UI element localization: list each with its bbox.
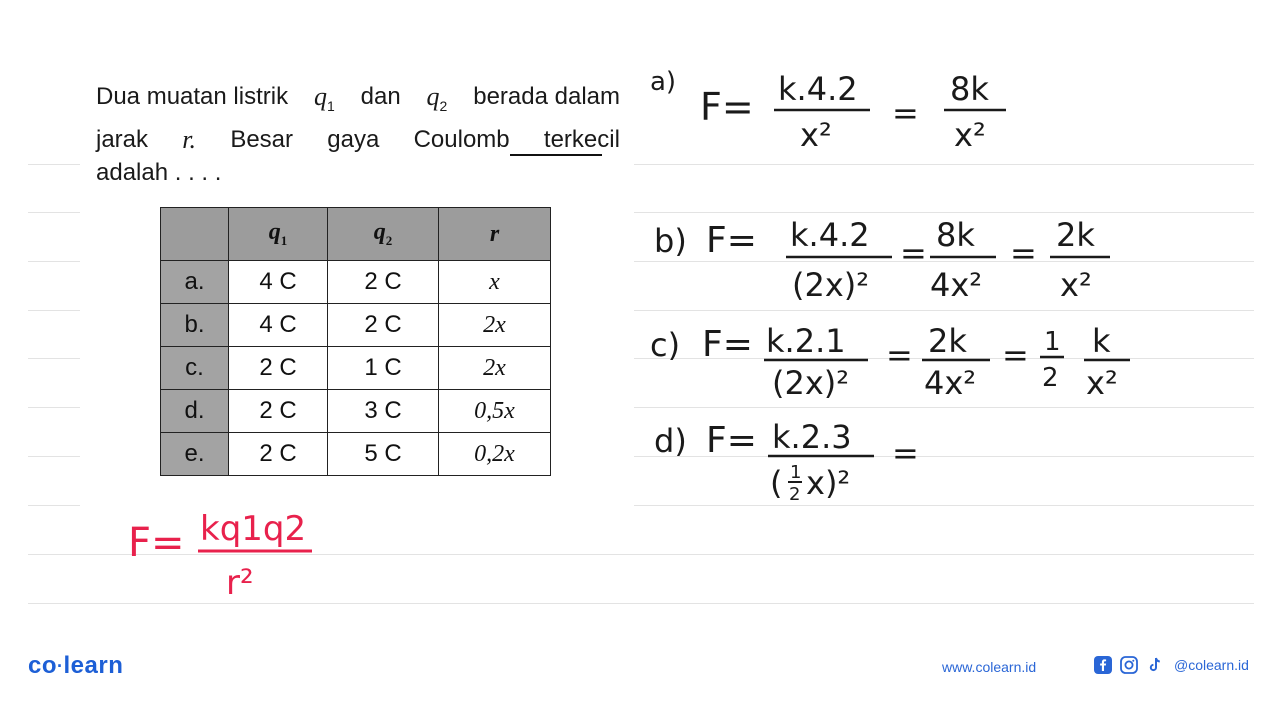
step-lhs: F= [700, 85, 754, 129]
step-label: d) [654, 422, 687, 460]
equals-sign: = [892, 434, 919, 472]
fraction-numerator: k.4.2 [790, 216, 870, 254]
step-label: a) [650, 67, 677, 97]
problem-text: Dua muatan listrik [96, 83, 289, 110]
keyword-terkecil: terkecil [543, 125, 620, 153]
solution-d [654, 418, 919, 505]
fraction-denominator: (2x)² [792, 266, 870, 304]
option-label: c. [161, 347, 229, 390]
option-label: b. [161, 304, 229, 347]
half-numerator: 1 [790, 462, 802, 483]
facebook-icon[interactable] [1094, 656, 1112, 674]
problem-text: Besar [230, 125, 294, 153]
equals-sign: = [1002, 336, 1029, 374]
fraction-denominator: x² [1086, 364, 1118, 402]
equals-sign: = [900, 234, 927, 272]
problem-text: adalah . . . . [96, 158, 222, 186]
solution-c [650, 322, 1130, 402]
cell-r: 2x [439, 304, 551, 347]
option-label: e. [161, 433, 229, 476]
cell-q1: 2 C [229, 433, 328, 476]
fraction-numerator: k.2.3 [772, 418, 852, 456]
cell-q2: 1 C [328, 347, 439, 390]
fraction-denominator: 4x² [924, 364, 977, 402]
option-label: d. [161, 390, 229, 433]
problem-text: Coulomb [413, 125, 510, 153]
denominator-close: x)² [806, 464, 851, 502]
cell-q2: 5 C [328, 433, 439, 476]
equals-sign: = [1010, 234, 1037, 272]
cell-q1: 2 C [229, 390, 328, 433]
step-label: b) [654, 222, 687, 260]
cell-r: 0,5x [439, 390, 551, 433]
formula-numerator: kq1q2 [200, 509, 307, 549]
header-r: r [439, 208, 551, 261]
social-links [1094, 656, 1249, 674]
q1-symbol: $q_1$ [313, 82, 335, 114]
cell-r: 2x [439, 347, 551, 390]
instagram-icon[interactable] [1120, 656, 1138, 674]
solution-b [654, 216, 1110, 304]
problem-text: jarak [96, 125, 149, 153]
step-lhs: F= [702, 324, 753, 365]
problem-text: gaya [327, 125, 380, 153]
fraction-denominator: x² [954, 116, 986, 154]
coefficient-numerator: 1 [1044, 327, 1061, 357]
cell-r: x [439, 261, 551, 304]
header-q2: $q_2$ [328, 208, 439, 261]
equals-sign: = [886, 336, 913, 374]
brand-logo: co·learn [28, 652, 124, 679]
cell-q1: 4 C [229, 261, 328, 304]
formula-denominator: r² [226, 563, 254, 603]
fraction-denominator: x² [1060, 266, 1092, 304]
fraction-numerator: k.4.2 [778, 70, 858, 108]
solution-a [650, 67, 1006, 154]
formula-lhs: F= [128, 520, 185, 566]
cell-r: 0,2x [439, 433, 551, 476]
cell-q2: 3 C [328, 390, 439, 433]
r-symbol: r. [182, 124, 197, 154]
step-lhs: F= [706, 420, 757, 461]
tiktok-icon[interactable] [1146, 656, 1164, 674]
step-lhs: F= [706, 220, 757, 261]
coefficient-denominator: 2 [1042, 363, 1059, 393]
fraction-denominator: x² [800, 116, 832, 154]
cell-q2: 2 C [328, 304, 439, 347]
cell-q1: 4 C [229, 304, 328, 347]
problem-text: berada dalam [473, 83, 620, 110]
cell-q2: 2 C [328, 261, 439, 304]
fraction-numerator: k.2.1 [766, 322, 846, 360]
problem-text: dan [360, 83, 401, 110]
q2-symbol: $q_2$ [426, 82, 448, 114]
fraction-numerator: 2k [928, 322, 967, 360]
fraction-numerator: k [1092, 322, 1111, 360]
half-denominator: 2 [789, 484, 801, 505]
denominator-open-paren: ( [770, 464, 783, 502]
fraction-denominator: (2x)² [772, 364, 850, 402]
fraction-denominator: 4x² [930, 266, 983, 304]
coulomb-formula [128, 509, 312, 603]
step-label: c) [650, 326, 681, 364]
fraction-numerator: 8k [950, 70, 989, 108]
website-link[interactable]: www.colearn.id [942, 659, 1037, 675]
equals-sign: = [892, 94, 919, 132]
option-label: a. [161, 261, 229, 304]
fraction-numerator: 2k [1056, 216, 1095, 254]
fraction-numerator: 8k [936, 216, 975, 254]
cell-q1: 2 C [229, 347, 328, 390]
social-handle[interactable]: @colearn.id [1174, 657, 1249, 673]
header-q1: $q_1$ [229, 208, 328, 261]
